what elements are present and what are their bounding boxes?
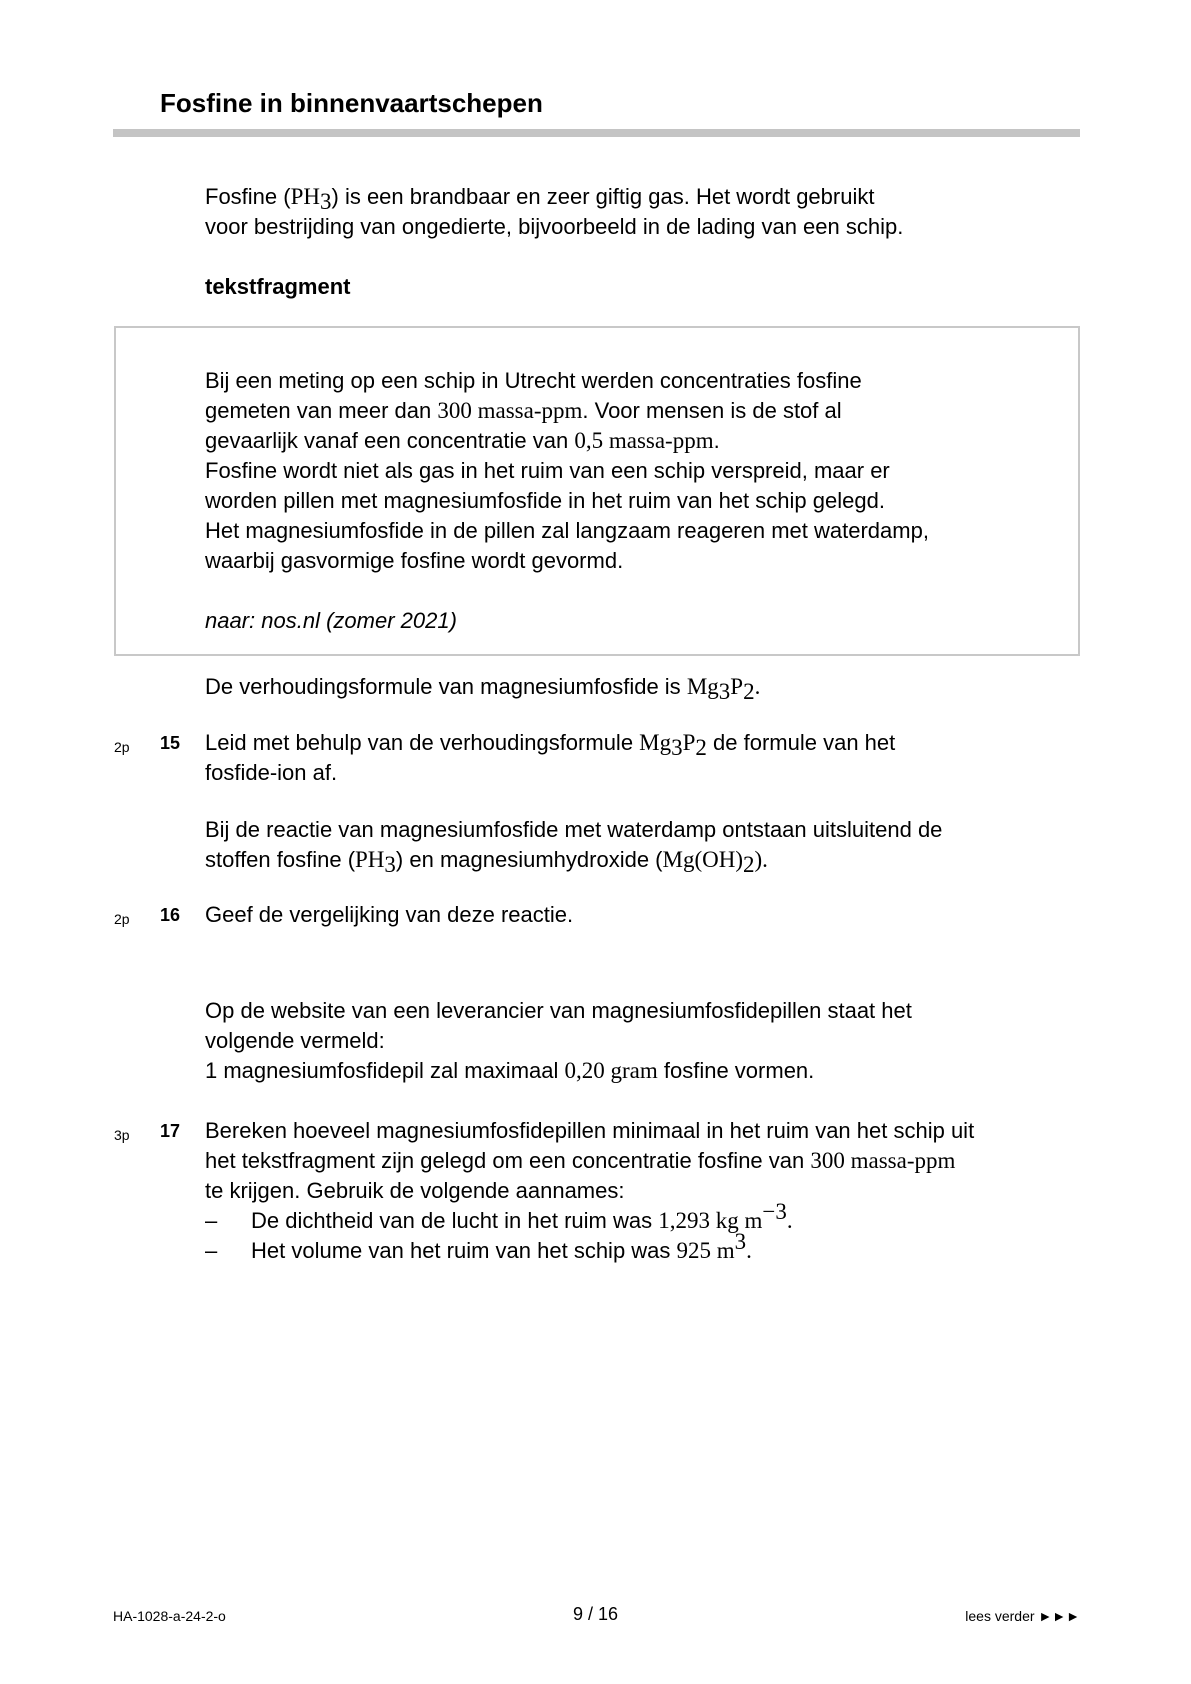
fragment-source: naar: nos.nl (zomer 2021) [205, 608, 457, 633]
question-text: Geef de vergelijking van deze reactie. [205, 902, 574, 927]
intro-line-1: Fosfine $(PH_3)$ is een brandbaar en zeer giftig gas. Het wordt gebruikt [205, 184, 875, 214]
fragment-line: gemeten van meer dan 300 massa-ppm. Voor mensen is de stof al [205, 398, 842, 423]
question-points: 2p [114, 911, 130, 927]
question-number: 17 [160, 1121, 181, 1141]
ratio-formula-paragraph: De verhoudingsformule van magnesiumfosfide is $Mg_3P_2$. [205, 674, 761, 704]
question-number: 15 [160, 733, 181, 753]
text-fragment-box [114, 326, 1080, 656]
title-divider [113, 129, 1080, 137]
fragment-line: Fosfine wordt niet als gas in het ruim van een schip verspreid, maar er [205, 458, 890, 483]
question-number: 16 [160, 905, 181, 925]
page-title: Fosfine in binnenvaartschepen [160, 88, 543, 118]
assumption-item: – De dichtheid van de lucht in het ruim was 1,293 kg $m^{-3}$. [205, 1199, 793, 1233]
continue-indicator: lees verder ►►► [965, 1608, 1080, 1624]
fragment-label: tekstfragment [205, 274, 351, 299]
question-points: 2p [114, 739, 130, 755]
fragment-line: gevaarlijk vanaf een concentratie van 0,5 massa-ppm. [205, 428, 720, 453]
fragment-line: Het magnesiumfosfide in de pillen zal langzaam reageren met waterdamp, [205, 518, 929, 543]
assumption-item: – Het volume van het ruim van het schip was 925 $m^3$. [205, 1229, 752, 1263]
intro-paragraph [205, 182, 903, 242]
reaction-paragraph: Bij de reactie van magnesiumfosfide met waterdamp ontstaan uitsluitend de stoffen fosfine $(PH_3)$ en magnesiumhydroxide $(Mg(OH)_2)$. [205, 817, 943, 877]
fragment-line: worden pillen met magnesiumfosfide in het ruim van het schip gelegd. [205, 488, 885, 513]
supplier-paragraph: Op de website van een leverancier van magnesiumfosfidepillen staat het volgende vermeld: 1 magnesiumfosfidepil zal maximaal 0,20 gram fosfine vormen. [205, 998, 912, 1083]
fragment-line: waarbij gasvormige fosfine wordt gevormd. [205, 548, 624, 573]
exam-code: HA-1028-a-24-2-o [113, 1608, 226, 1624]
intro-line-2: voor bestrijding van ongedierte, bijvoorbeeld in de lading van een schip. [205, 214, 904, 239]
page-number: 9 / 16 [572, 1604, 619, 1624]
question-points: 3p [114, 1127, 130, 1143]
question-text: Bereken hoeveel magnesiumfosfidepillen minimaal in het ruim van het schip uit het tekstfragment zijn gelegd om een concentratie fosfine van 300 massa-ppm te krijgen. Gebruik de volgende aannames: – De dichtheid van de lucht in het ruim was 1,293 kg $m^{-3}$. – Het volume van het ruim van het schip was 925 $m^3$. [205, 1116, 1085, 1266]
fragment-line: Bij een meting op een schip in Utrecht werden concentraties fosfine [205, 368, 862, 393]
question-text: Leid met behulp van de verhoudingsformule $Mg_3P_2$ de formule van het fosfide-ion af. [205, 730, 896, 785]
